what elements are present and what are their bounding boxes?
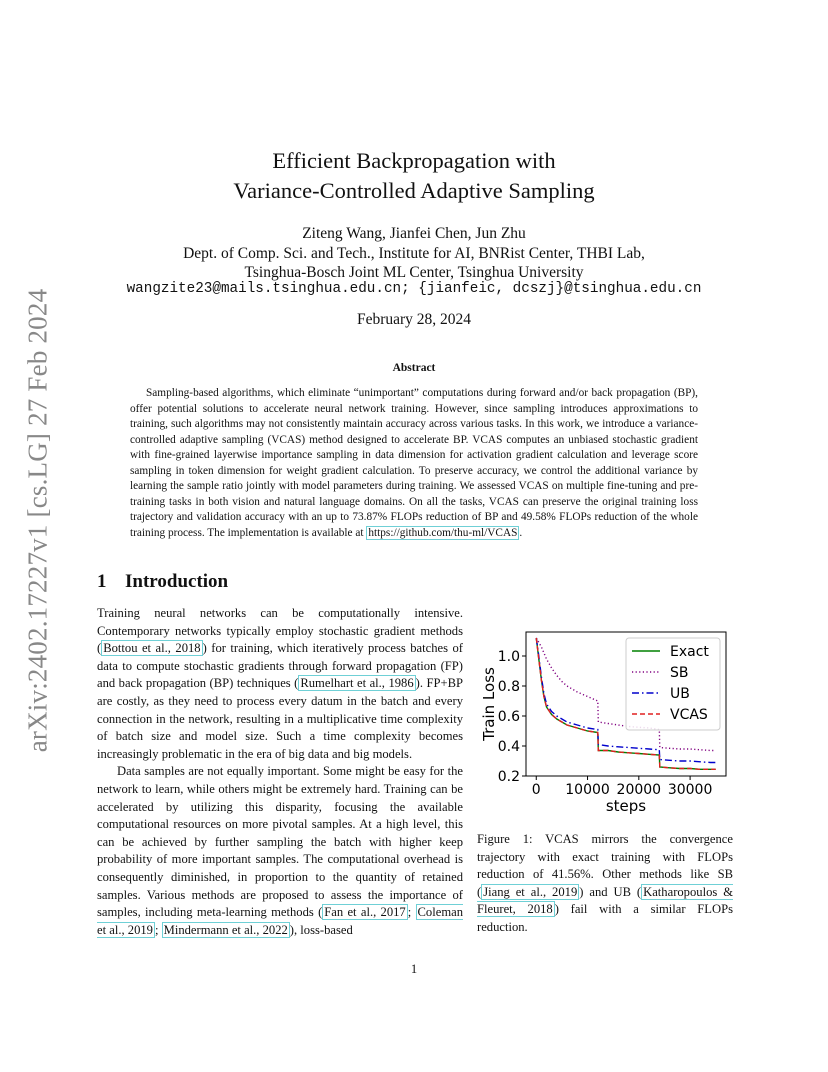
intro-body [97, 605, 463, 939]
y-tick-label: 0.8 [497, 679, 520, 695]
legend-label: SB [670, 665, 689, 681]
y-tick-label: 1.0 [497, 649, 520, 665]
y-tick-label: 0.2 [497, 769, 520, 785]
title-line-2: Variance-Controlled Adaptive Sampling [233, 178, 595, 203]
text-run: ). FP+BP are costly, as they need to process every datum in the batch and every connection in the network, resulting in a multiplicative time complexity of batch size and model size. Such a time complexity becomes increasingly problematic in the era of big data and big models. [97, 676, 463, 761]
text-run: ) fail with a similar FLOPs reduction. [477, 902, 733, 934]
paper-date: February 28, 2024 [356, 311, 472, 328]
text-run: ) and UB ( [579, 884, 642, 899]
citation-link[interactable]: Fan et al., 2017 [324, 905, 406, 920]
abstract-text: Sampling-based algorithms, which eliminate “unimportant” computations during forward and/or back propagation (BP), offer potential solutions to accelerate neural network training. However, since sampling introduces approximations to training, such algorithms may not consistently maintain accuracy across various tasks. In this work, we introduce a variance-controlled adaptive sampling (VCAS) method designed to accelerate BP. VCAS computes an unbiased stochastic gradient with fine-grained layerwise importance sampling in data dimension for activation gradient calculation and leverage score sampling in token dimension for weight gradient calculation. To preserve accuracy, we control the additional variance by learning the sample ratio jointly with model parameters during training. We assessed VCAS on multiple fine-tuning and pre-training tasks in both vision and natural language domains. On all the tasks, VCAS can preserve the original training loss trajectory and validation accuracy with an up to 73.87% FLOPs reduction of BP and 49.58% FLOPs reduction of the whole training process. The implementation is available at [130, 387, 698, 539]
text-run: ) for training, which iteratively process batches of data to compute stochastic gradients through forward propagation (FP) and back propagation (BP) techniques ( [97, 641, 463, 691]
intro-paragraph-2 [97, 763, 463, 939]
arxiv-identifier [22, 285, 54, 755]
page-number: 1 [410, 962, 418, 976]
x-tick-label: 10000 [565, 782, 610, 798]
text-run: Figure 1: VCAS mirrors the convergence trajectory with exact training with FLOPs reduction of 41.56%. Other methods like SB ( [477, 832, 733, 899]
title-line-1: Efficient Backpropagation with [272, 148, 556, 173]
abstract-heading: Abstract [392, 362, 436, 374]
author-emails: wangzite23@mails.tsinghua.edu.cn; {jianfeic, dcszj}@tsinghua.edu.cn [126, 281, 702, 297]
text-run: ), loss-based [289, 922, 353, 937]
abstract-end: . [519, 526, 523, 539]
section-heading [97, 571, 228, 593]
intro-paragraph-1 [97, 605, 463, 763]
y-tick-label: 0.6 [497, 709, 520, 725]
y-tick-label: 0.4 [497, 739, 520, 755]
abstract-paragraph [130, 386, 698, 541]
citation-link[interactable]: Katharopoulos & Fleuret, 2018 [477, 884, 734, 917]
text-run: ; [407, 905, 416, 920]
abstract [130, 386, 698, 541]
author-block [0, 224, 828, 283]
x-axis-label: steps [605, 797, 647, 815]
text-run: Data samples are not equally important. Some might be easy for the network to learn, while others might be extremely hard. Training can be accelerated by utilizing this disparity, focusing the available computational resources on more pivotal samples. At a high level, this can be achieved by further sampling the batch with higher keep probability of more important samples. The computational overhead is consequently diminished, in proportion to the quantity of retained samples. Various methods are proposed to assess the importance of samples, including meta-learning methods ( [97, 764, 463, 920]
arxiv-identifier-text: arXiv:2402.17227v1 [cs.LG] 27 Feb 2024 [22, 288, 53, 752]
citation-link[interactable]: Mindermann et al., 2022 [163, 922, 288, 937]
legend-label: Exact [670, 644, 709, 660]
citation-link[interactable]: Jiang et al., 2019 [483, 884, 578, 899]
section-title: Introduction [125, 571, 229, 592]
citation-link[interactable]: Bottou et al., 2018 [103, 641, 201, 656]
figure-caption [477, 831, 733, 937]
legend-label: VCAS [670, 707, 708, 723]
figure-1 [476, 628, 734, 820]
x-tick-label: 30000 [667, 782, 713, 798]
train-loss-chart [476, 628, 734, 820]
author-names: Ziteng Wang, Jianfei Chen, Jun Zhu [302, 225, 526, 242]
citation-link[interactable]: Rumelhart et al., 1986 [300, 676, 414, 691]
citation-link[interactable]: Coleman et al., 2019 [97, 905, 463, 937]
affiliation-line-2: Tsinghua-Bosch Joint ML Center, Tsinghua University [244, 264, 584, 281]
paper-title [0, 146, 828, 206]
section-number: 1 [97, 571, 107, 592]
legend-label: UB [670, 686, 690, 702]
x-tick-label: 0 [531, 782, 541, 798]
code-link[interactable]: https://github.com/thu-ml/VCAS [368, 526, 518, 539]
text-run: Training neural networks can be computationally intensive. Contemporary networks typically employ stochastic gradient methods ( [97, 606, 463, 656]
x-tick-label: 20000 [616, 782, 662, 798]
text-run: ; [154, 922, 162, 937]
affiliation-line-1: Dept. of Comp. Sci. and Tech., Institute for AI, BNRist Center, THBI Lab, [183, 244, 645, 262]
y-axis-label: Train Loss [480, 667, 498, 741]
